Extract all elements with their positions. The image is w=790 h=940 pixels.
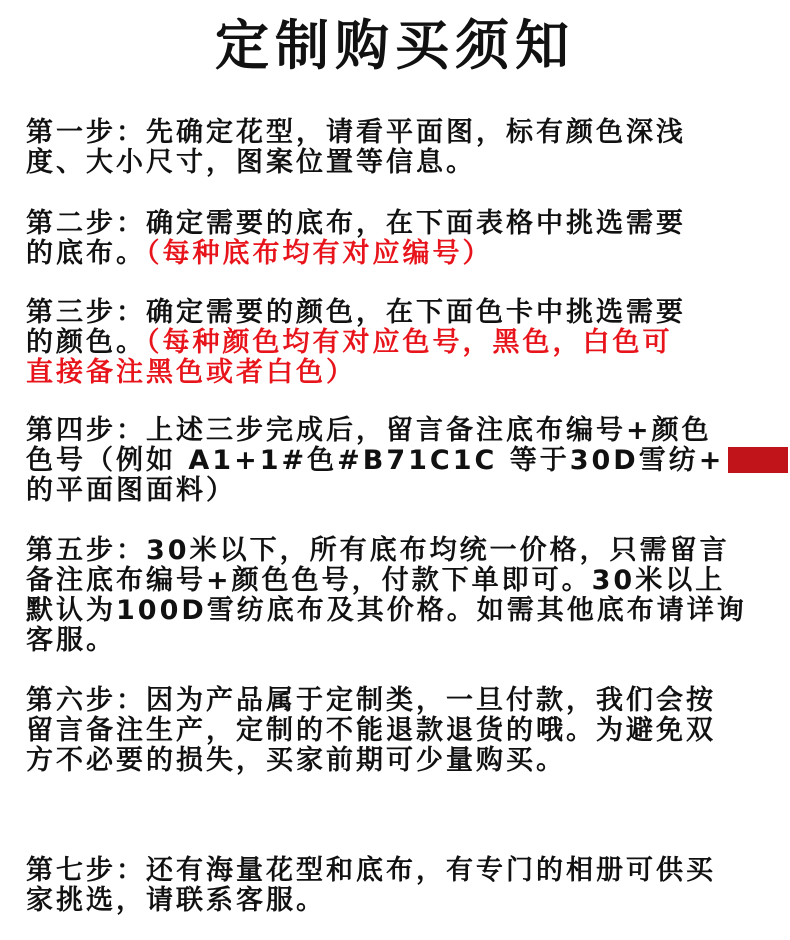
step-6-line-1: 第六步：因为产品属于定制类，一旦付款，我们会按 bbox=[26, 685, 716, 716]
step-6-line-2: 留言备注生产，定制的不能退款退货的哦。为避免双 bbox=[26, 715, 716, 746]
step-2-line-2-text: 的底布。 bbox=[26, 238, 146, 269]
step-4 bbox=[26, 416, 782, 506]
color-swatch bbox=[728, 447, 788, 473]
step-4-line-1: 第四步：上述三步完成后，留言备注底布编号+颜色 bbox=[26, 415, 712, 446]
step-7-line-1: 第七步：还有海量花型和底布，有专门的相册可供买 bbox=[26, 855, 716, 886]
step-6-line-3: 方不必要的损失，买家前期可少量购买。 bbox=[26, 745, 566, 776]
step-1 bbox=[26, 118, 782, 178]
step-5 bbox=[26, 536, 782, 656]
step-7 bbox=[26, 856, 782, 916]
step-5-line-1: 第五步：30米以下，所有底布均统一价格，只需留言 bbox=[26, 535, 730, 566]
step-3-note: （每种颜色均有对应色号，黑色，白色可 bbox=[146, 327, 673, 358]
step-3-line-2 bbox=[26, 328, 782, 358]
step-3-line-1: 第三步：确定需要的颜色，在下面色卡中挑选需要 bbox=[26, 297, 686, 328]
step-2-note: （每种底布均有对应编号） bbox=[146, 238, 493, 269]
step-4-line-2 bbox=[26, 446, 782, 476]
step-5-line-4: 客服。 bbox=[26, 625, 116, 656]
step-3-line-2-text: 的颜色。 bbox=[26, 327, 146, 358]
step-7-line-2: 家挑选，请联系客服。 bbox=[26, 885, 326, 916]
page-title: 定制购买须知 bbox=[215, 14, 575, 77]
step-1-line-1: 第一步：先确定花型，请看平面图，标有颜色深浅 bbox=[26, 117, 686, 148]
step-6 bbox=[26, 686, 782, 776]
step-1-line-2: 度、大小尺寸，图案位置等信息。 bbox=[26, 147, 476, 178]
step-4-line-2-text: 色号（例如 A1+1#色#B71C1C 等于30D雪纺+ bbox=[26, 445, 725, 476]
step-3-note-cont: 直接备注黑色或者白色） bbox=[26, 357, 356, 388]
step-3 bbox=[26, 298, 782, 388]
step-2-line-2 bbox=[26, 239, 782, 269]
step-5-line-2: 备注底布编号+颜色色号，付款下单即可。30米以上 bbox=[26, 565, 726, 596]
step-4-line-3: 的平面图面料） bbox=[26, 475, 236, 506]
step-2-line-1: 第二步：确定需要的底布，在下面表格中挑选需要 bbox=[26, 208, 686, 239]
step-2 bbox=[26, 209, 782, 269]
step-5-line-3: 默认为100D雪纺底布及其价格。如需其他底布请详询 bbox=[26, 595, 747, 626]
